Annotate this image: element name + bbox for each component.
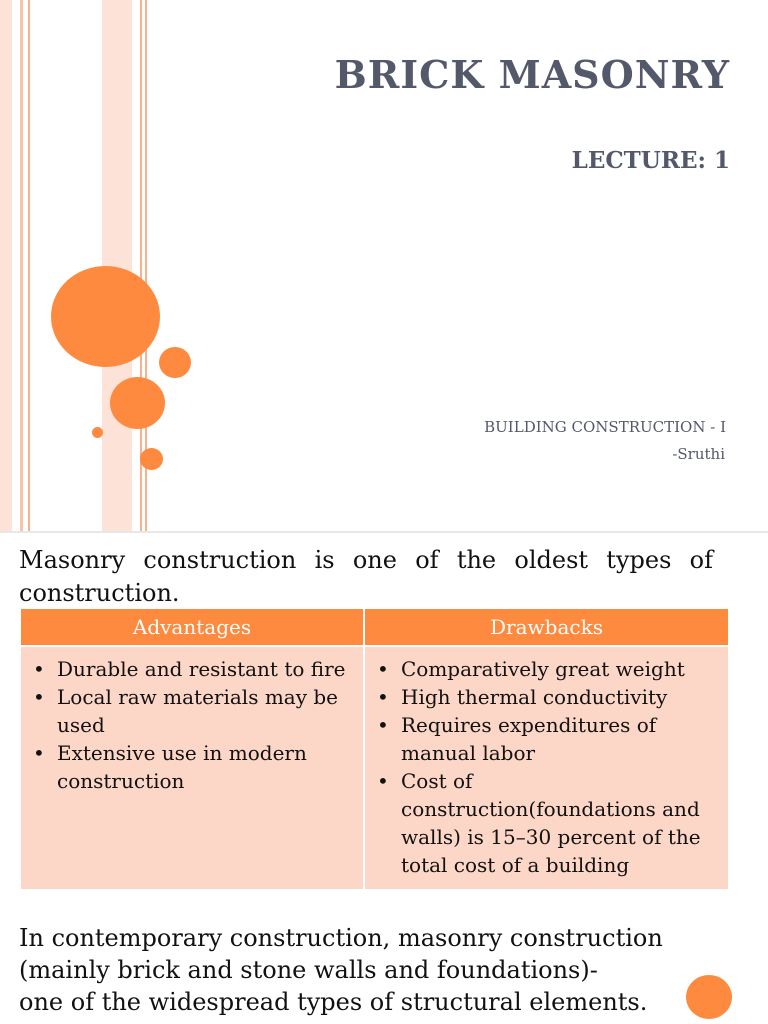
- large-circle-decoration: [51, 266, 160, 367]
- decorative-stripe: [0, 0, 12, 531]
- body-line: In contemporary construction, masonry construction: [19, 924, 663, 952]
- medium-circle-decoration: [110, 377, 165, 429]
- list-item: • Durable and resistant to fire: [33, 657, 346, 681]
- author-name: -Sruthi: [672, 445, 725, 463]
- intro-text: Masonry construction is one of the oldest types of construction.: [19, 546, 713, 607]
- small-circle-decoration: [140, 448, 163, 470]
- list-item: • Cost of construction(foundations and walls) is 15–30 percent of the total cost of a building: [377, 769, 701, 877]
- list-item: • Comparatively great weight: [377, 657, 685, 681]
- bullet-icon: •: [377, 685, 389, 709]
- slide-title: BRICK MASONRY: [334, 52, 730, 97]
- drawbacks-cell: [364, 646, 728, 889]
- table-row: [21, 646, 728, 889]
- advantages-list: [27, 655, 357, 795]
- bullet-icon: •: [33, 657, 45, 681]
- bullet-icon: •: [33, 741, 45, 765]
- comparison-table: [21, 609, 728, 889]
- advantages-header: Advantages: [21, 609, 364, 646]
- course-name: BUILDING CONSTRUCTION - I: [484, 418, 726, 436]
- decorative-stripe: [28, 0, 30, 531]
- list-item: • Local raw materials may be used: [33, 685, 339, 737]
- tiny-circle-decoration: [92, 427, 103, 438]
- list-item: • Extensive use in modern construction: [33, 741, 307, 793]
- bullet-icon: •: [377, 713, 389, 737]
- drawbacks-header: Drawbacks: [364, 609, 728, 646]
- circle-decoration: [686, 975, 732, 1019]
- body-line: (mainly brick and stone walls and foundations)-: [19, 956, 598, 984]
- advantages-cell: [21, 646, 364, 889]
- list-item: • High thermal conductivity: [377, 685, 668, 709]
- body-text: [19, 922, 709, 1018]
- lecture-number: LECTURE: 1: [571, 147, 730, 174]
- body-line: one of the widespread types of structural elements.: [19, 988, 648, 1016]
- bullet-icon: •: [33, 685, 45, 709]
- drawbacks-list: [371, 655, 722, 879]
- small-circle-decoration: [159, 347, 191, 378]
- bullet-icon: •: [377, 657, 389, 681]
- content-slide: [0, 533, 768, 1024]
- bullet-icon: •: [377, 769, 389, 793]
- decorative-stripe: [20, 0, 23, 531]
- list-item: • Requires expenditures of manual labor: [377, 713, 657, 765]
